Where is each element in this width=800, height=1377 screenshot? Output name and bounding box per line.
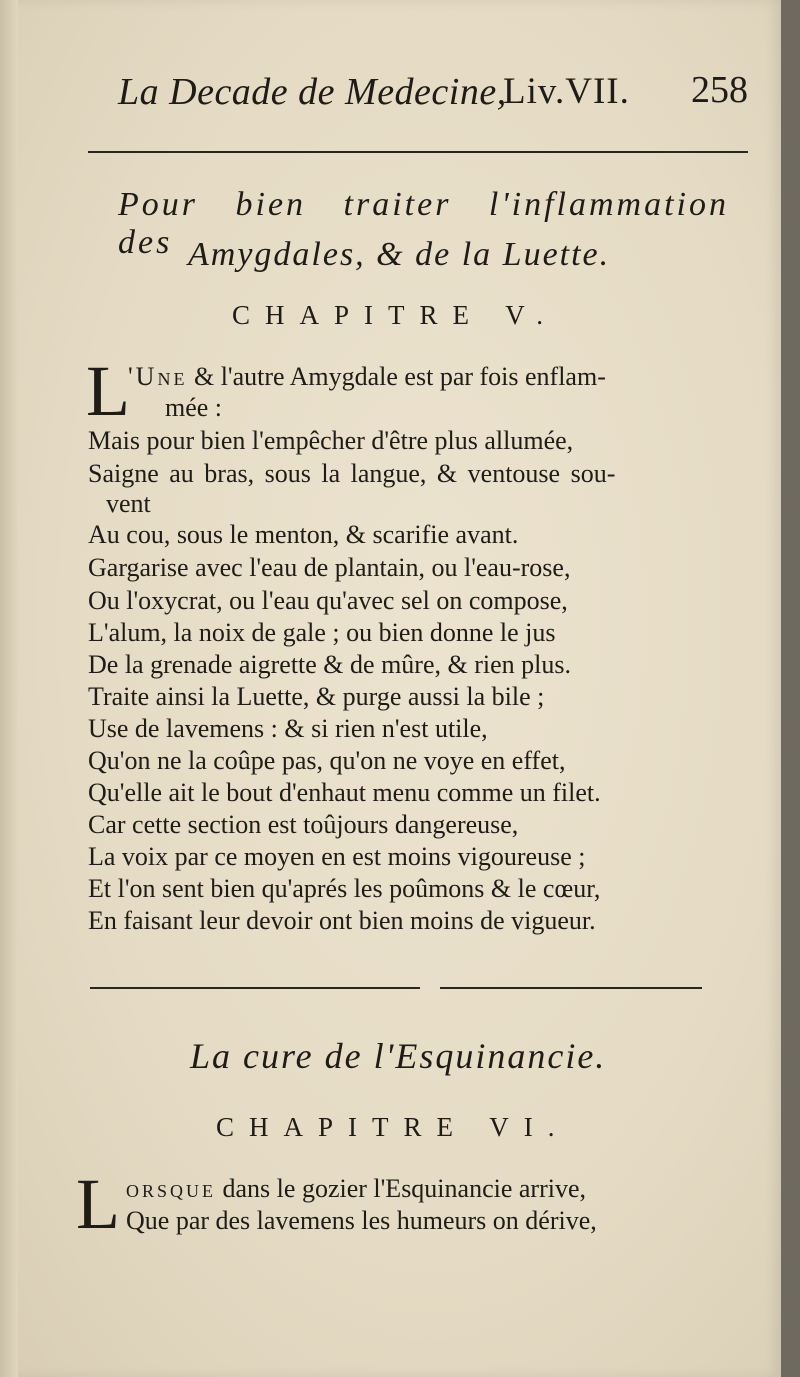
section2-chapter-heading: CHAPITRE VI.	[216, 1112, 570, 1142]
section-divider-right	[440, 987, 702, 989]
verse-line: mée :	[165, 393, 223, 422]
section2-title: La cure de l'Esquinancie.	[190, 1036, 607, 1076]
section2-dropcap: L	[76, 1164, 120, 1244]
running-head-book: Liv.VII.	[503, 71, 630, 112]
section-divider-left	[90, 987, 420, 989]
verse-line	[126, 1174, 586, 1204]
section1-title-line1: Pour bien traiter l'inflammation des	[118, 186, 729, 261]
verse-text: & l'autre Amygdale est par fois enflam-	[187, 362, 606, 391]
verse-text: dans le gozier l'Esquinancie arrive,	[216, 1174, 586, 1203]
page-gutter	[0, 0, 18, 1377]
section1-lead-caps: 'Une	[128, 362, 188, 391]
verse-line: Mais pour bien l'empêcher d'être plus allumée,	[88, 426, 574, 455]
section1-dropcap: L	[86, 351, 130, 431]
running-head-title: La Decade de Medecine,	[118, 71, 507, 113]
section1-title-line2: Amygdales, & de la Luette.	[188, 236, 611, 273]
verse-line: Ou l'oxycrat, ou l'eau qu'avec sel on compose,	[88, 586, 568, 615]
section1-chapter-heading: CHAPITRE V.	[232, 300, 559, 330]
verse-line: Use de lavemens : & si rien n'est utile,	[88, 714, 488, 743]
verse-line: Car cette section est toûjours dangereuse,	[88, 810, 519, 839]
running-head	[118, 70, 748, 116]
header-rule	[88, 151, 748, 153]
verse-line	[128, 362, 606, 392]
verse-line: De la grenade aigrette & de mûre, & rien plus.	[88, 650, 571, 679]
verse-line: Que par des lavemens les humeurs on dérive,	[126, 1206, 597, 1235]
verse-line: En faisant leur devoir ont bien moins de vigueur.	[88, 906, 596, 935]
verse-line: Au cou, sous le menton, & scarifie avant.	[88, 520, 519, 549]
verse-line: Traite ainsi la Luette, & purge aussi la bile ;	[88, 682, 545, 711]
verse-line: La voix par ce moyen en est moins vigoureuse ;	[88, 842, 586, 871]
page-number: 258	[691, 69, 748, 111]
verse-line: Gargarise avec l'eau de plantain, ou l'eau-rose,	[88, 553, 571, 582]
verse-line: Qu'elle ait le bout d'enhaut menu comme un filet.	[88, 778, 601, 807]
verse-line: vent	[106, 489, 151, 518]
verse-line: Et l'on sent bien qu'aprés les poûmons & le cœur,	[88, 874, 601, 903]
verse-line: Saigne au bras, sous la langue, & ventouse sou-	[88, 459, 616, 488]
verse-line: Qu'on ne la coûpe pas, qu'on ne voye en effet,	[88, 746, 566, 775]
verse-line: L'alum, la noix de gale ; ou bien donne le jus	[88, 618, 556, 647]
section2-lead-caps: orsque	[126, 1174, 217, 1203]
